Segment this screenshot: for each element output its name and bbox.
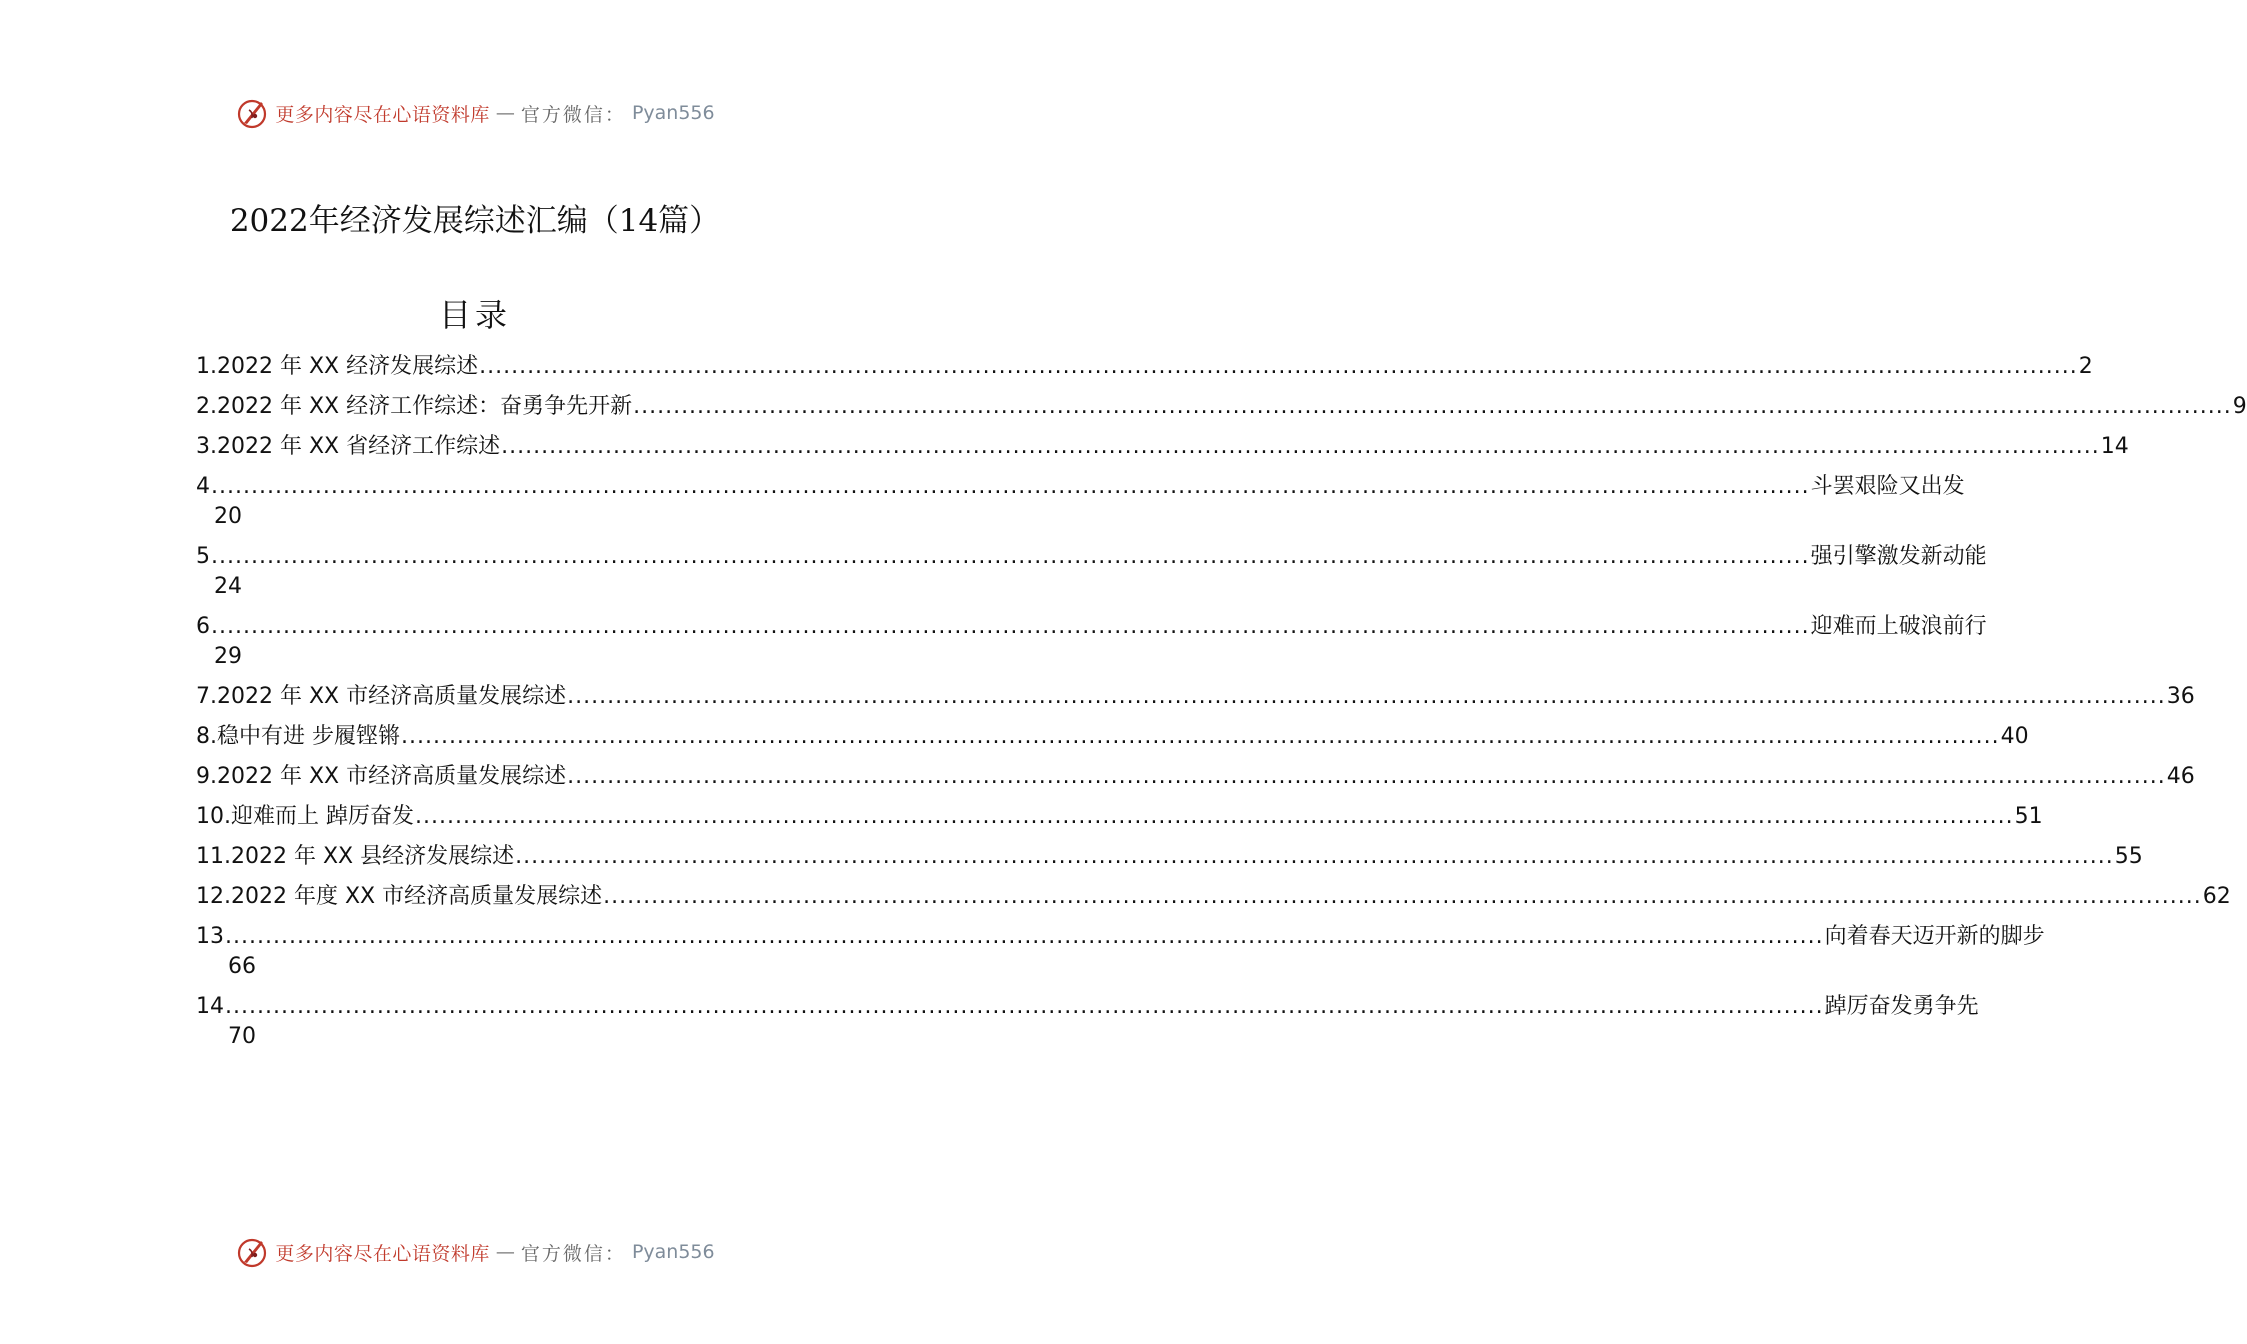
toc-entry[interactable] xyxy=(196,472,1965,532)
quill-circle-logo-icon xyxy=(235,1235,269,1269)
toc-dot-leader: ........................................................................................................................................................................................................ xyxy=(567,684,2166,709)
table-of-contents xyxy=(196,352,2247,1062)
toc-entry-label: 13 xyxy=(196,924,224,949)
toc-entry[interactable] xyxy=(196,992,1979,1052)
toc-entry-label: 1.2022 年 XX 经济发展综述 xyxy=(196,354,479,379)
toc-entry[interactable] xyxy=(196,542,1987,602)
toc-entry[interactable] xyxy=(196,722,2029,752)
toc-entry-label: 5 xyxy=(196,544,210,569)
toc-entry-title: 踔厉奋发勇争先 xyxy=(1824,994,1979,1019)
toc-entry[interactable] xyxy=(196,922,2045,982)
toc-dot-leader: ........................................................................................................................................................................................................ xyxy=(400,724,2000,749)
toc-dot-leader: ........................................................................................................................................................................................................ xyxy=(225,924,1824,949)
quill-circle-logo-icon xyxy=(235,96,269,130)
toc-entry[interactable] xyxy=(196,392,2247,422)
toc-dot-leader: ........................................................................................................................................................................................................ xyxy=(479,354,2078,379)
toc-entry-label: 14 xyxy=(196,994,224,1019)
toc-page-number: 62 xyxy=(2202,884,2231,909)
toc-entry-label: 12.2022 年度 XX 市经济高质量发展综述 xyxy=(196,884,603,909)
toc-dot-leader: ........................................................................................................................................................................................................ xyxy=(633,394,2232,419)
toc-dot-leader: ........................................................................................................................................................................................................ xyxy=(414,804,2014,829)
toc-page-number: 9 xyxy=(2232,394,2247,419)
toc-entry-label: 4 xyxy=(196,474,210,499)
watermark-text: 更多内容尽在心语资料库 xyxy=(275,1242,490,1265)
toc-entry[interactable] xyxy=(196,882,2231,912)
toc-heading: 目录 xyxy=(438,296,511,334)
watermark-wechat-id: Pyan556 xyxy=(631,102,715,124)
toc-entry-label: 9.2022 年 XX 市经济高质量发展综述 xyxy=(196,764,567,789)
toc-dot-leader: ........................................................................................................................................................................................................ xyxy=(515,844,2114,869)
toc-dot-leader: ........................................................................................................................................................................................................ xyxy=(603,884,2202,909)
toc-page-number: 24 xyxy=(214,574,242,599)
toc-dot-leader: ........................................................................................................................................................................................................ xyxy=(225,994,1824,1019)
header-watermark xyxy=(0,96,950,130)
toc-entry[interactable] xyxy=(196,682,2195,712)
toc-entry-title: 迎难而上破浪前行 xyxy=(1810,614,1987,639)
toc-page-number: 55 xyxy=(2114,844,2143,869)
toc-page-number: 40 xyxy=(2000,724,2029,749)
toc-entry-label: 2.2022 年 XX 经济工作综述：奋勇争先开新 xyxy=(196,394,633,419)
toc-entry-title: 斗罢艰险又出发 xyxy=(1810,474,1965,499)
footer-watermark xyxy=(0,1235,950,1269)
watermark-separator: — xyxy=(495,102,515,124)
toc-page-number: 14 xyxy=(2100,434,2129,459)
toc-entry[interactable] xyxy=(196,802,2043,832)
watermark-official-label: 官方微信： xyxy=(520,1242,626,1265)
toc-entry-label: 8.稳中有进 步履铿锵 xyxy=(196,724,400,749)
toc-entry-title: 向着春天迈开新的脚步 xyxy=(1824,924,2045,949)
toc-page-number: 29 xyxy=(214,644,242,669)
toc-page-number: 66 xyxy=(228,954,256,979)
toc-page-number: 20 xyxy=(214,504,242,529)
toc-entry-label: 6 xyxy=(196,614,210,639)
toc-page-number: 51 xyxy=(2014,804,2043,829)
toc-dot-leader: ........................................................................................................................................................................................................ xyxy=(567,764,2166,789)
toc-page-number: 46 xyxy=(2166,764,2195,789)
toc-entry-title: 强引擎激发新动能 xyxy=(1810,544,1987,569)
toc-entry-label: 7.2022 年 XX 市经济高质量发展综述 xyxy=(196,684,567,709)
watermark-text: 更多内容尽在心语资料库 xyxy=(275,103,490,126)
toc-page-number: 2 xyxy=(2078,354,2093,379)
toc-entry-label: 11.2022 年 XX 县经济发展综述 xyxy=(196,844,515,869)
toc-page-number: 36 xyxy=(2166,684,2195,709)
toc-entry[interactable] xyxy=(196,612,1987,672)
toc-entry[interactable] xyxy=(196,762,2195,792)
toc-dot-leader: ........................................................................................................................................................................................................ xyxy=(211,614,1810,639)
watermark-official-label: 官方微信： xyxy=(520,103,626,126)
toc-entry-label: 10.迎难而上 踔厉奋发 xyxy=(196,804,414,829)
toc-entry[interactable] xyxy=(196,842,2143,872)
toc-entry-label: 3.2022 年 XX 省经济工作综述 xyxy=(196,434,501,459)
watermark-wechat-id: Pyan556 xyxy=(631,1241,715,1263)
toc-page-number: 70 xyxy=(228,1024,256,1049)
toc-dot-leader: ........................................................................................................................................................................................................ xyxy=(211,544,1810,569)
toc-entry[interactable] xyxy=(196,432,2129,462)
watermark-separator: — xyxy=(495,1241,515,1263)
toc-dot-leader: ........................................................................................................................................................................................................ xyxy=(501,434,2100,459)
document-title: 2022年经济发展综述汇编（14篇） xyxy=(229,203,721,239)
toc-entry[interactable] xyxy=(196,352,2093,382)
toc-dot-leader: ........................................................................................................................................................................................................ xyxy=(211,474,1810,499)
